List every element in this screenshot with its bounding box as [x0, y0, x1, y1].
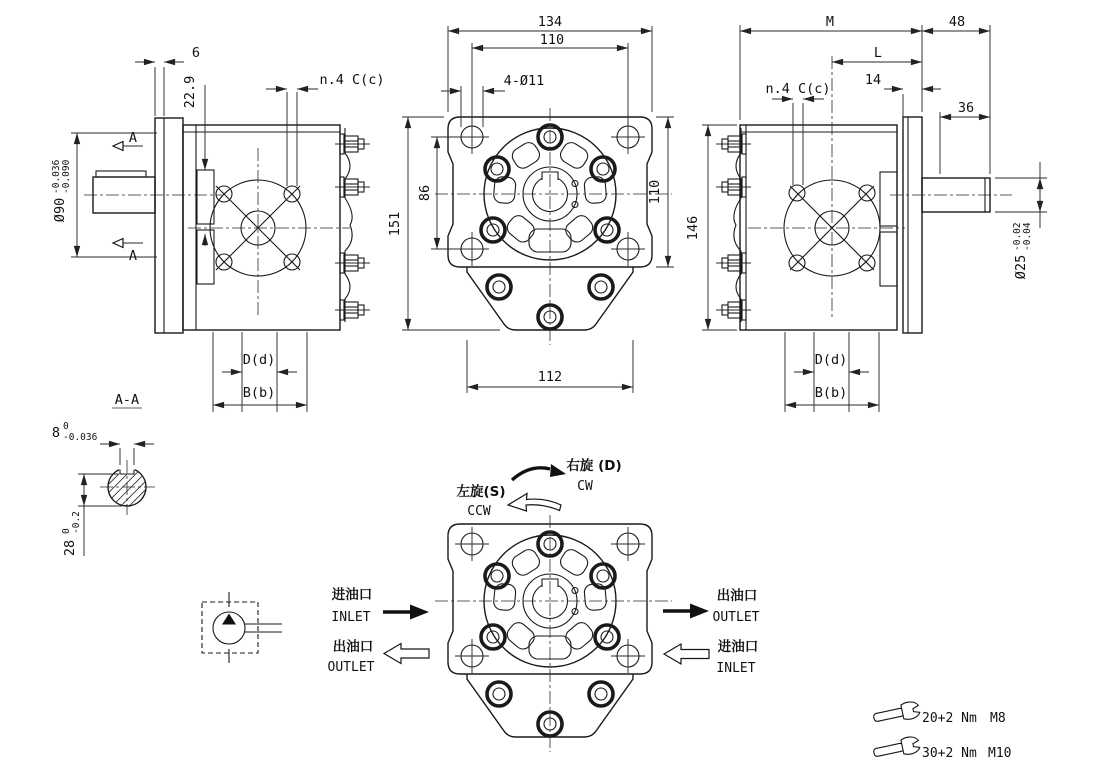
key-width-tol-upper: 0: [63, 421, 69, 432]
dim-hole-spacing-h-label: 110: [539, 32, 565, 48]
shaft-diameter: [1012, 222, 1033, 279]
dim-height-label: 146: [685, 215, 701, 241]
torque-value-1: 20+2 Nm: [922, 711, 977, 726]
dim-shaft-ext-label: 48: [948, 14, 966, 30]
outlet-left-cn: 出油口: [332, 639, 374, 655]
wrench-icon: [872, 700, 921, 726]
section-marker-a-bottom: A: [128, 248, 138, 264]
shaft-height-tol-upper: 0: [61, 528, 72, 534]
inlet-right-en: INLET: [716, 661, 756, 676]
inlet-left-en: INLET: [331, 610, 371, 625]
torque-table: [872, 700, 1011, 761]
port-labels-left: [328, 586, 429, 675]
thread-size-2: M10: [988, 746, 1012, 761]
shaft-height-tol-lower: -0.2: [71, 511, 82, 534]
cw-arrow-icon: [550, 464, 566, 477]
dim-l-label: L: [873, 45, 883, 61]
torque-row: [872, 735, 1011, 761]
key-width-label: 8: [51, 425, 60, 441]
bottom-face-view: [435, 515, 672, 752]
pilot-dia-label: Ø90: [52, 197, 68, 223]
right-side-view: [716, 56, 1012, 333]
torque-row: [872, 700, 1005, 726]
outlet-right-cn: 出油口: [716, 588, 758, 604]
ccw-arrow-icon: [508, 494, 561, 512]
port-labels-right: [663, 587, 760, 676]
dim-mount-holes-label: 4-Ø11: [503, 73, 545, 89]
pilot-dia-tol-lower: -0.090: [61, 159, 72, 194]
inlet-right-arrow-icon: [664, 644, 709, 664]
shaft-height-dim: [61, 511, 82, 556]
section-aa: [52, 392, 155, 556]
cw-label-cn: 右旋 (D): [566, 458, 622, 474]
dim-dd-left-label: D(d): [242, 352, 276, 368]
rotation-direction: [456, 457, 621, 519]
dim-shaft-len-label: 36: [957, 100, 975, 116]
outlet-left-arrow-icon: [384, 644, 429, 664]
hydraulic-pump-symbol-icon: [202, 592, 282, 663]
dim-screws-right-label: n.4 C(c): [765, 81, 831, 97]
dim-hole-spacing-v-label: 86: [417, 184, 433, 202]
dim-bottom-width-label: 112: [537, 369, 563, 385]
ccw-label-en: CCW: [467, 504, 491, 519]
outlet-right-arrow-icon: [690, 604, 709, 619]
section-aa-title: A-A: [114, 392, 140, 408]
front-view-dimensions: [387, 14, 674, 393]
front-face-view: [435, 108, 672, 345]
inlet-left-cn: 进油口: [331, 587, 373, 603]
dim-flange-height-label: 110: [647, 179, 663, 205]
outlet-right-en: OUTLET: [712, 610, 760, 625]
dim-bb-right-label: B(b): [814, 385, 848, 401]
key-width-tol-lower: -0.036: [63, 432, 98, 443]
dim-flange-thk-label: 14: [864, 72, 882, 88]
wrench-icon: [872, 735, 921, 761]
shaft-dia-label: Ø25: [1013, 254, 1029, 280]
outlet-left-en: OUTLET: [327, 660, 375, 675]
dim-bb-left-label: B(b): [242, 385, 276, 401]
thread-size-1: M8: [990, 711, 1006, 726]
cw-label-en: CW: [577, 479, 593, 494]
section-marker-a-top: A: [128, 130, 138, 146]
dim-width-label: 134: [537, 14, 563, 30]
left-view-dimensions: [51, 45, 385, 412]
shaft-height-label: 28: [62, 539, 78, 557]
shaft-dia-tol-lower: -0.04: [1022, 222, 1033, 251]
shaft-dia-tol-upper: -0.02: [1012, 222, 1023, 251]
dim-length-label: M: [825, 14, 835, 30]
dim-flange-lip-label: 6: [191, 45, 201, 61]
dim-port-offset-label: 22.9: [182, 75, 198, 109]
ccw-label-cn: 左旋(S): [456, 484, 506, 500]
right-view-dimensions: [685, 14, 1047, 412]
pilot-dia-tol-upper: -0.036: [51, 159, 62, 194]
torque-value-2: 30+2 Nm: [922, 746, 977, 761]
dim-total-height-label: 151: [387, 211, 403, 237]
dim-dd-right-label: D(d): [814, 352, 848, 368]
inlet-right-cn: 进油口: [717, 639, 759, 655]
dim-screws-label: n.4 C(c): [319, 72, 385, 88]
left-side-view: [84, 118, 370, 333]
shaft-pilot-diameter: [51, 159, 72, 222]
inlet-left-arrow-icon: [410, 605, 429, 620]
